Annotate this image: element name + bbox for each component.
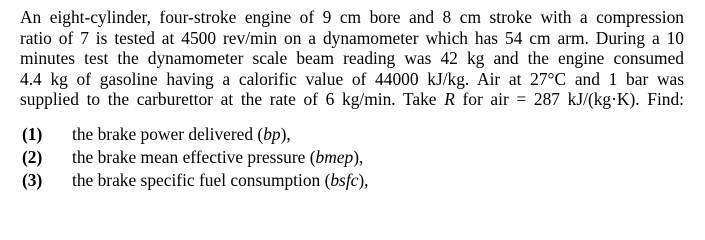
problem-statement xyxy=(20,7,684,192)
question-number: (2) xyxy=(22,146,43,167)
question-text: the brake power delivered (bp), xyxy=(72,123,291,144)
problem-paragraph xyxy=(20,7,684,110)
question-number: (1) xyxy=(22,123,43,144)
problem-line: 4.4 kg of gasoline having a calorific value of 44000 kJ/kg. Air at 27°C and 1 bar was xyxy=(20,68,684,89)
question-list xyxy=(20,123,684,192)
question-number: (3) xyxy=(22,169,43,190)
problem-line: minutes test the dynamometer scale beam reading was 42 kg and the engine consumed xyxy=(20,48,684,69)
problem-line: An eight-cylinder, four-stroke engine of 9 cm bore and 8 cm stroke with a compression xyxy=(20,7,684,27)
problem-line: supplied to the carburettor at the rate of 6 kg/min. Take R for air = 287 kJ/(kg·K). Find: xyxy=(20,89,685,110)
question-item xyxy=(20,123,684,146)
question-text: the brake specific fuel consumption (bsfc), xyxy=(72,169,369,190)
question-item xyxy=(20,146,684,169)
question-item xyxy=(20,169,684,192)
problem-line: ratio of 7 is tested at 4500 rev/min on a dynamometer which has 54 cm arm. During a 10 xyxy=(20,27,684,48)
question-text: the brake mean effective pressure (bmep), xyxy=(72,146,364,167)
